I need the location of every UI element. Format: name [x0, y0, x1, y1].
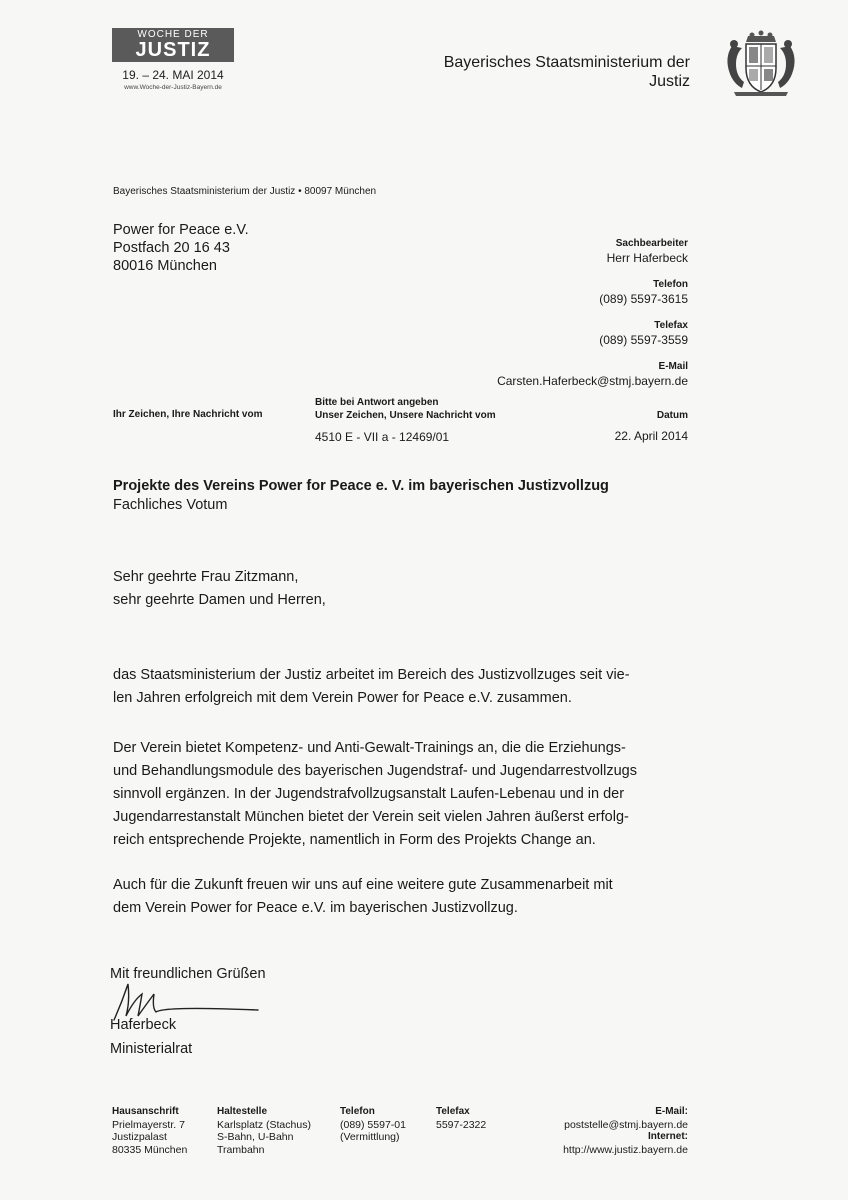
footer-fax-label: Telefax [436, 1106, 470, 1117]
paragraph-line: Jugendarrestanstalt München bietet der Verein seit vielen Jahren äußerst erfolg- [113, 809, 629, 825]
email-label: E-Mail [658, 361, 688, 372]
reply-note: Bitte bei Antwort angeben [315, 397, 439, 408]
clerk-label: Sachbearbeiter [615, 238, 688, 249]
footer-stop-line: Karlsplatz (Stachus) [217, 1118, 311, 1131]
subject-title: Projekte des Vereins Power for Peace e. V. im bayerischen Justizvollzug [113, 478, 609, 494]
recipient-line2: Postfach 20 16 43 [113, 240, 230, 256]
paragraph-line: das Staatsministerium der Justiz arbeitet im Bereich des Justizvollzuges seit vie- [113, 667, 630, 683]
paragraph-line: Auch für die Zukunft freuen wir uns auf eine weitere gute Zusammenarbeit mit [113, 877, 613, 893]
clerk-block [497, 236, 688, 266]
logo-main-text: JUSTIZ [135, 39, 211, 61]
paragraph-3 [113, 874, 693, 920]
footer-phone-label: Telefon [340, 1106, 375, 1117]
paragraph-line: len Jahren erfolgreich mit dem Verein Power for Peace e.V. zusammen. [113, 690, 572, 706]
footer-fax [436, 1106, 486, 1131]
signer-title: Ministerialrat [110, 1041, 193, 1057]
footer-stop [217, 1106, 311, 1156]
logo-date: 19. – 24. MAI 2014 [122, 68, 224, 82]
phone-number: (089) 5597-3615 [599, 292, 688, 306]
woche-der-justiz-logo [108, 28, 238, 96]
paragraph-2 [113, 737, 693, 852]
fax-label: Telefax [654, 320, 688, 331]
footer-phone-line: (Vermittlung) [340, 1131, 400, 1143]
recipient-line3: 80016 München [113, 258, 217, 274]
footer-stop-line: S-Bahn, U-Bahn [217, 1131, 294, 1143]
logo-top-text: WOCHE DER [137, 29, 209, 40]
footer-address [112, 1106, 187, 1156]
footer-online [563, 1106, 688, 1156]
ministry-name-line1: Bayerisches Staatsministerium der [443, 54, 690, 71]
date-value: 22. April 2014 [614, 429, 688, 443]
our-reference-labels [315, 396, 496, 422]
footer-stop-label: Haltestelle [217, 1106, 268, 1117]
salutation [113, 566, 693, 612]
ministry-name-line2: Justiz [649, 73, 690, 90]
phone-block [497, 277, 688, 307]
our-reference-label: Unser Zeichen, Unsere Nachricht vom [315, 410, 496, 421]
your-reference-label: Ihr Zeichen, Ihre Nachricht vom [113, 409, 263, 420]
paragraph-1 [113, 664, 693, 710]
footer-phone [340, 1106, 406, 1144]
paragraph-line: Der Verein bietet Kompetenz- und Anti-Gewalt-Trainings an, die die Erziehungs- [113, 740, 626, 756]
contact-block [497, 236, 688, 400]
footer-email: poststelle@stmj.bayern.de [564, 1118, 688, 1131]
footer-internet-label: Internet: [648, 1131, 688, 1142]
closing-greeting: Mit freundlichen Grüßen [110, 966, 266, 982]
logo-url: www.Woche-der-Justiz-Bayern.de [124, 84, 222, 91]
recipient-address [113, 221, 249, 275]
ministry-name [444, 53, 690, 91]
clerk-name: Herr Haferbeck [606, 251, 688, 265]
footer-fax-number: 5597-2322 [436, 1118, 487, 1131]
footer-email-label: E-Mail: [655, 1106, 688, 1117]
sender-return-address: Bayerisches Staatsministerium der Justiz • 80097 München [113, 186, 377, 197]
footer-address-line: Justizpalast [112, 1131, 167, 1143]
phone-label: Telefon [653, 279, 688, 290]
our-reference-value: 4510 E - VII a - 12469/01 [315, 430, 450, 444]
date-label: Datum [656, 410, 688, 421]
footer-address-line: 80335 München [112, 1143, 188, 1156]
footer-address-label: Hausanschrift [112, 1106, 179, 1117]
paragraph-line: und Behandlungsmodule des bayerischen Jugendstraf- und Jugendarrestvollzugs [113, 763, 637, 779]
fax-number: (089) 5597-3559 [599, 333, 688, 347]
paragraph-line: dem Verein Power for Peace e.V. im bayerischen Justizvollzug. [113, 900, 518, 916]
footer-phone-line: (089) 5597-01 [340, 1118, 406, 1131]
signer-name: Haferbeck [110, 1017, 177, 1033]
salutation-line2: sehr geehrte Damen und Herren, [113, 592, 326, 608]
email-block [497, 359, 688, 389]
footer-address-line: Prielmayerstr. 7 [112, 1118, 185, 1131]
recipient-line1: Power for Peace e.V. [113, 222, 249, 238]
footer-internet: http://www.justiz.bayern.de [563, 1143, 688, 1156]
footer-stop-line: Trambahn [217, 1143, 265, 1156]
email-address: Carsten.Haferbeck@stmj.bayern.de [497, 374, 688, 388]
fax-block [497, 318, 688, 348]
paragraph-line: sinnvoll ergänzen. In der Jugendstrafvollzugsanstalt Laufen-Lebenau und in der [113, 786, 625, 802]
subject [113, 477, 609, 515]
logo-box [112, 28, 234, 62]
paragraph-line: reich entsprechende Projekte, namentlich in Form des Projekts Change an. [113, 832, 596, 848]
salutation-line1: Sehr geehrte Frau Zitzmann, [113, 569, 299, 585]
subject-subtitle: Fachliches Votum [113, 497, 228, 513]
bavarian-coat-of-arms-icon [720, 28, 802, 100]
